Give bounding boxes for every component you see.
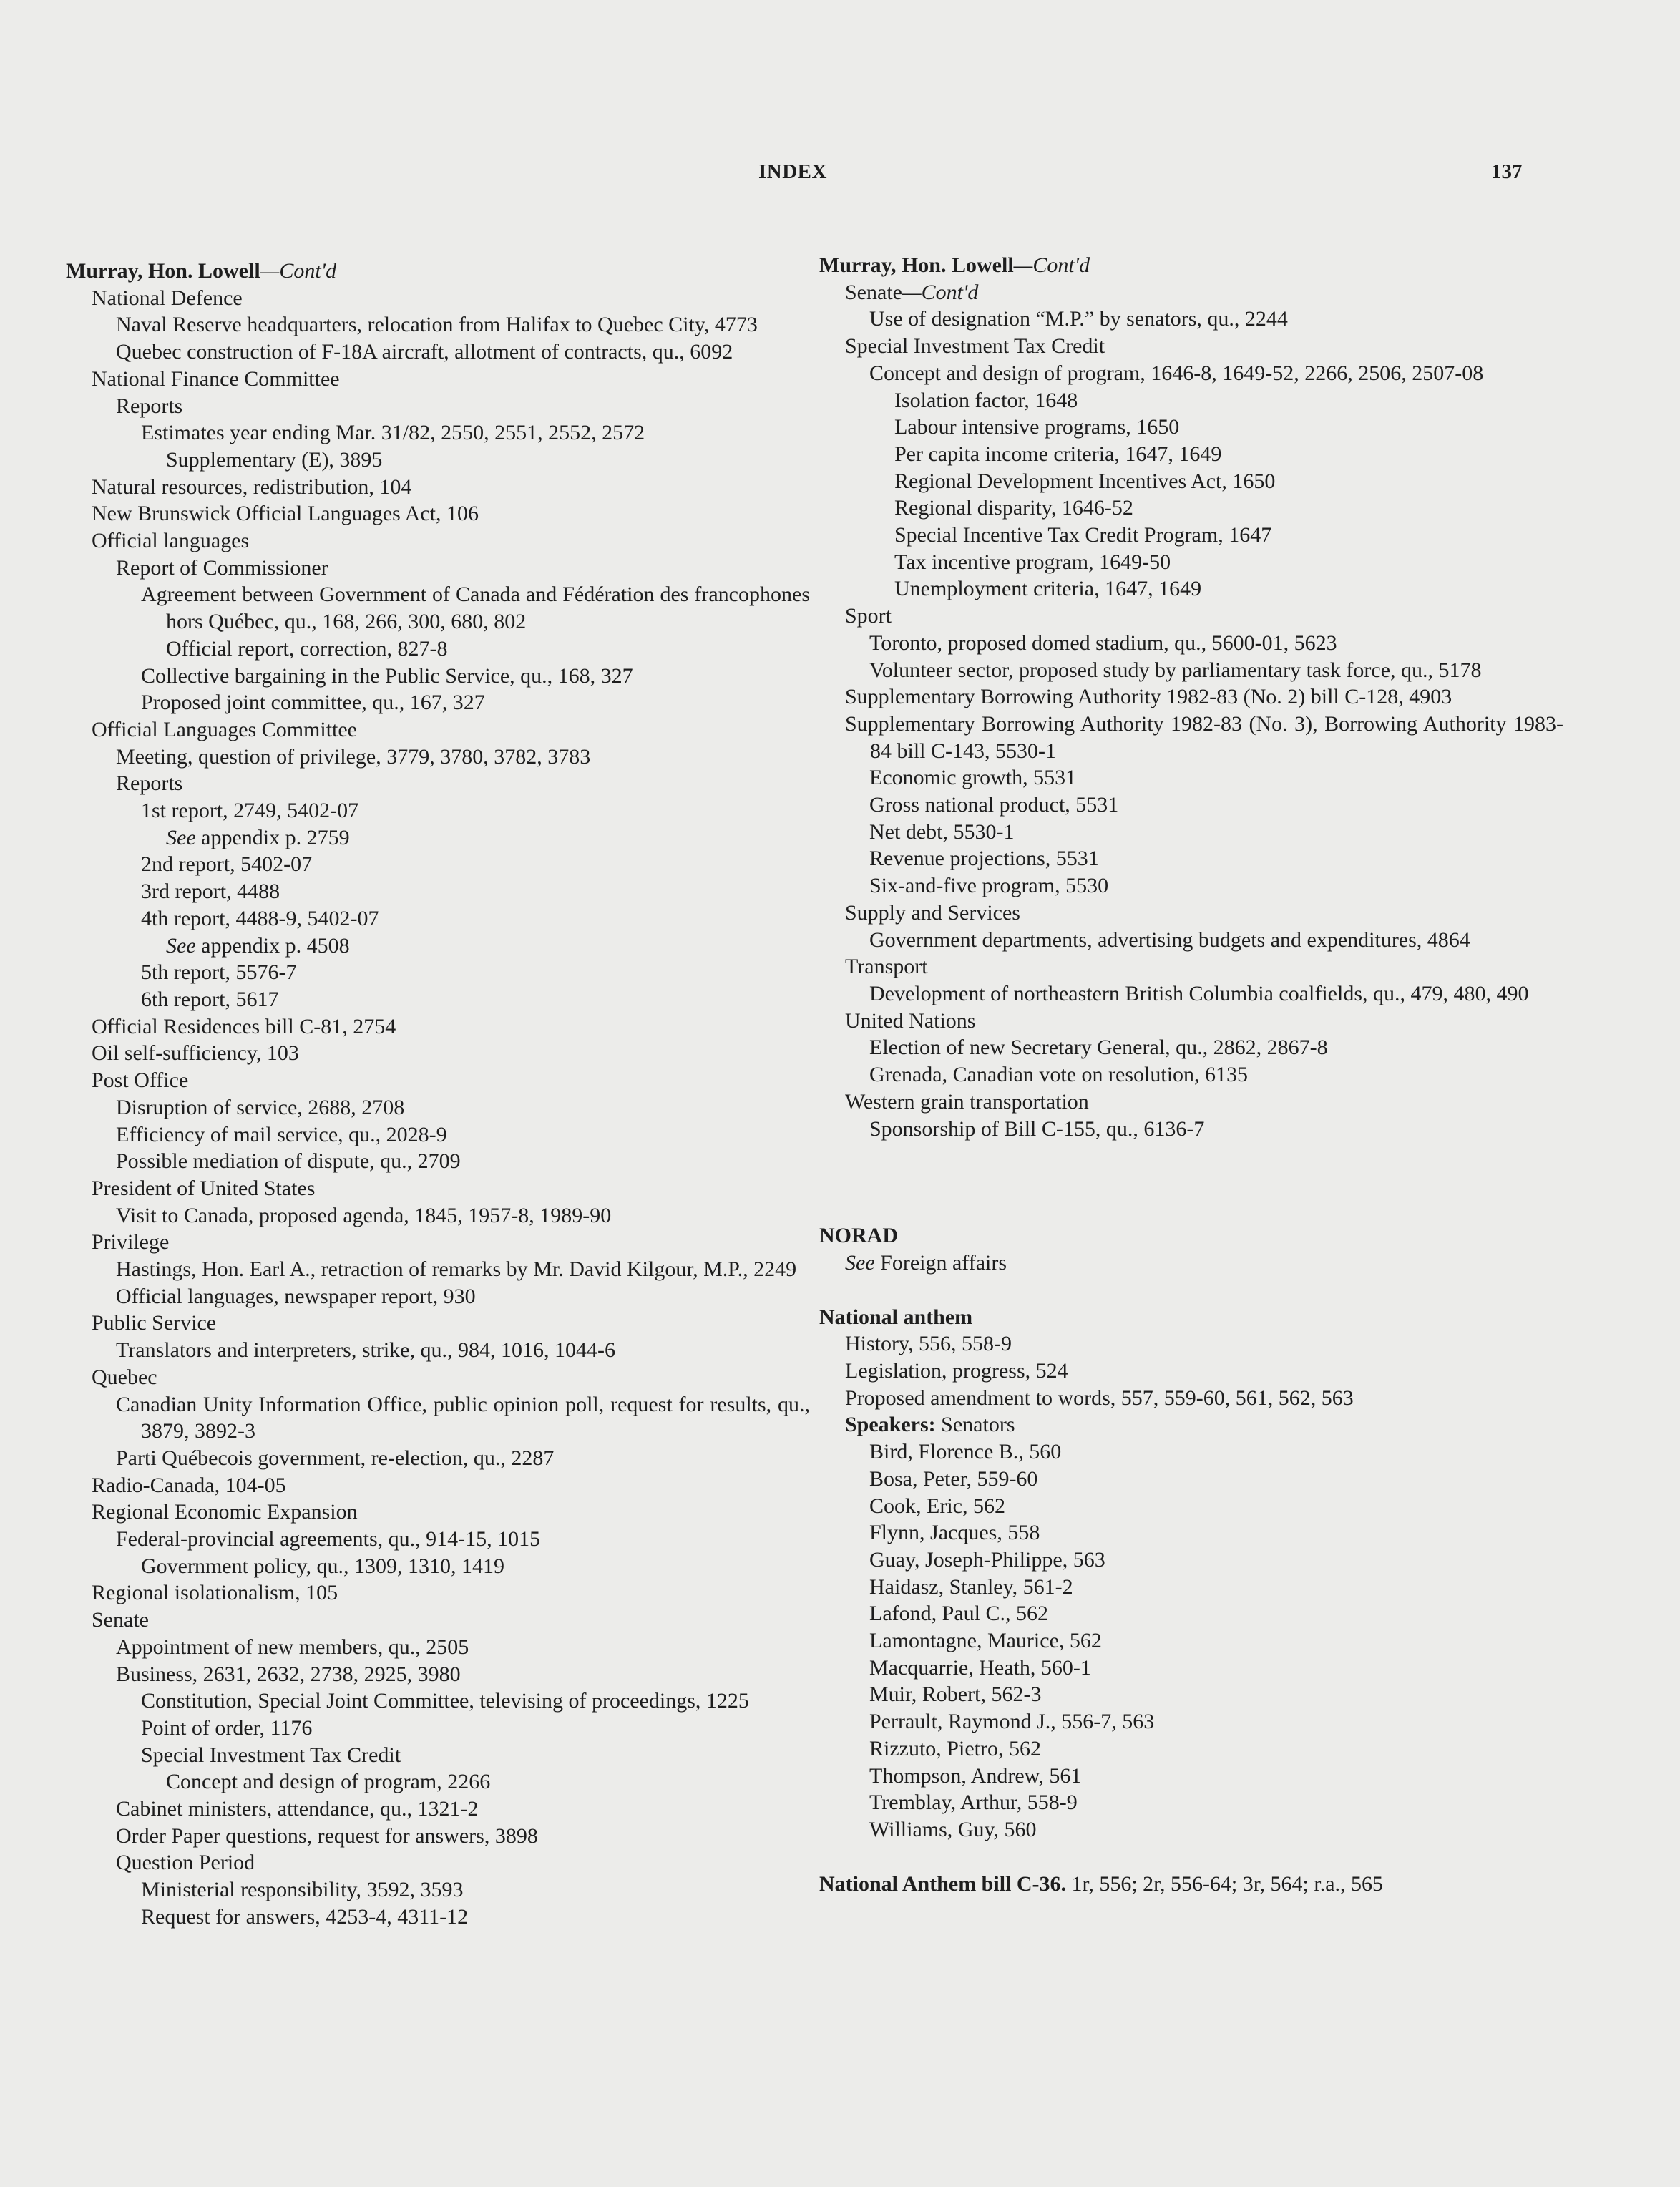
index-entry	[819, 1547, 1563, 1574]
entry-text: Rizzuto, Pietro, 562	[869, 1736, 1041, 1760]
entry-text: Senate	[845, 280, 902, 304]
entry-text: Order Paper questions, request for answers, 3898	[116, 1823, 538, 1848]
entry-text: Murray, Hon. Lowell	[819, 253, 1014, 277]
entry-text: National anthem	[819, 1305, 973, 1329]
index-column-right	[819, 252, 1563, 1897]
index-entry	[66, 1229, 810, 1256]
entry-text: Natural resources, redistribution, 104	[92, 474, 412, 499]
entry-text: Supplementary Borrowing Authority 1982-83 (No. 3), Borrowing Authority 1983-84 bill C-143, 5530-1	[845, 711, 1563, 763]
index-heading	[66, 258, 810, 285]
index-entry	[819, 1763, 1563, 1790]
entry-text: Lafond, Paul C., 562	[869, 1602, 1048, 1626]
index-entry	[66, 689, 810, 716]
entry-text: Meeting, question of privilege, 3779, 3780, 3782, 3783	[116, 744, 591, 769]
index-entry	[819, 1708, 1563, 1735]
entry-text: Official Languages Committee	[92, 717, 358, 741]
entry-text: Legislation, progress, 524	[845, 1359, 1068, 1383]
entry-text: Per capita income criteria, 1647, 1649	[894, 442, 1222, 466]
index-entry	[819, 1385, 1563, 1412]
index-entry	[819, 1789, 1563, 1816]
index-entry	[66, 1337, 810, 1364]
entry-text: Canadian Unity Information Office, public opinion poll, request for results, qu., 3879, 3892-3	[116, 1392, 810, 1443]
entry-text: Williams, Guy, 560	[869, 1817, 1037, 1841]
index-entry	[66, 285, 810, 312]
index-entry	[66, 1391, 810, 1445]
entry-text: Radio-Canada, 104-05	[92, 1473, 286, 1497]
entry-text: Sponsorship of Bill C-155, qu., 6136-7	[869, 1116, 1205, 1141]
entry-text: Business, 2631, 2632, 2738, 2925, 3980	[116, 1662, 461, 1686]
entry-text: Senate	[92, 1608, 149, 1632]
entry-text: Regional Development Incentives Act, 1650	[894, 469, 1276, 493]
entry-text: Efficiency of mail service, qu., 2028-9	[116, 1122, 447, 1146]
index-entry	[66, 1013, 810, 1041]
entry-text: Proposed amendment to words, 557, 559-60, 561, 562, 563	[845, 1385, 1354, 1410]
see-prefix: See	[166, 825, 196, 849]
index-entry	[66, 555, 810, 582]
index-entry	[66, 1526, 810, 1553]
index-entry	[819, 1438, 1563, 1466]
entry-text: appendix p. 2759	[201, 825, 350, 849]
index-entry	[819, 1034, 1563, 1061]
index-entry	[819, 575, 1563, 603]
index-entry	[819, 1088, 1563, 1116]
index-entry	[66, 770, 810, 797]
entry-text: Murray, Hon. Lowell	[66, 259, 260, 283]
entry-text: Macquarrie, Heath, 560-1	[869, 1655, 1091, 1680]
entry-text: Revenue projections, 5531	[869, 847, 1099, 871]
entry-text: Appointment of new members, qu., 2505	[116, 1635, 469, 1659]
index-column-left	[66, 258, 810, 1931]
entry-text: 5th report, 5576-7	[141, 960, 297, 985]
index-entry	[819, 1600, 1563, 1627]
entry-text: Tax incentive program, 1649-50	[894, 550, 1171, 574]
see-prefix: See	[845, 1250, 875, 1275]
entry-text: Ministerial responsibility, 3592, 3593	[141, 1878, 464, 1902]
entry-text: Economic growth, 5531	[869, 766, 1077, 790]
index-entry	[66, 1202, 810, 1229]
entry-text: Visit to Canada, proposed agenda, 1845, 1957-8, 1989-90	[116, 1203, 612, 1227]
spacer	[819, 1277, 1563, 1304]
index-entry	[819, 1735, 1563, 1763]
index-entry	[819, 764, 1563, 791]
entry-text: Muir, Robert, 562-3	[869, 1682, 1042, 1707]
index-heading	[819, 1304, 1563, 1331]
entry-text: Six-and-five program, 5530	[869, 874, 1109, 898]
entry-text: Guay, Joseph-Philippe, 563	[869, 1547, 1105, 1572]
entry-text: Disruption of service, 2688, 2708	[116, 1095, 405, 1119]
entry-text: 6th report, 5617	[141, 987, 279, 1011]
index-entry	[66, 1283, 810, 1310]
entry-text: Question Period	[116, 1851, 255, 1875]
entry-text: Official languages, newspaper report, 930	[116, 1284, 476, 1308]
index-entry	[66, 1579, 810, 1607]
index-entry	[66, 663, 810, 690]
entry-text: Naval Reserve headquarters, relocation from Halifax to Quebec City, 4773	[116, 313, 758, 337]
index-entry	[819, 819, 1563, 846]
index-entry	[66, 1040, 810, 1067]
entry-text: Constitution, Special Joint Committee, televising of proceedings, 1225	[141, 1689, 749, 1713]
entry-text: Regional isolationalism, 105	[92, 1581, 338, 1605]
entry-text: Request for answers, 4253-4, 4311-12	[141, 1904, 469, 1929]
entry-text: Collective bargaining in the Public Service, qu., 168, 327	[141, 663, 633, 688]
entry-text: Bird, Florence B., 560	[869, 1440, 1062, 1464]
entry-text: Cook, Eric, 562	[869, 1494, 1005, 1518]
index-entry	[819, 495, 1563, 522]
entry-text: Thompson, Andrew, 561	[869, 1763, 1082, 1788]
index-entry	[819, 306, 1563, 333]
index-entry	[819, 927, 1563, 954]
entry-text: Concept and design of program, 1646-8, 1649-52, 2266, 2506, 2507-08	[869, 361, 1484, 385]
entry-text: 4th report, 4488-9, 5402-07	[141, 906, 379, 930]
index-entry	[819, 1466, 1563, 1493]
index-entry	[66, 1661, 810, 1688]
entry-text: Report of Commissioner	[116, 555, 328, 580]
index-entry	[819, 549, 1563, 576]
entry-text: Official languages	[92, 529, 250, 553]
spacer	[819, 1843, 1563, 1871]
entry-text: National Finance Committee	[92, 366, 340, 391]
index-entry	[66, 474, 810, 501]
entry-text: Government departments, advertising budgets and expenditures, 4864	[869, 927, 1470, 952]
index-entry	[819, 791, 1563, 819]
index-entry	[66, 527, 810, 555]
entry-text: Concept and design of program, 2266	[166, 1770, 491, 1794]
entry-text: Regional Economic Expansion	[92, 1500, 358, 1524]
index-entry	[819, 683, 1563, 711]
index-entry	[66, 1067, 810, 1094]
index-entry	[819, 872, 1563, 900]
index-entry	[819, 603, 1563, 630]
bold-prefix: National Anthem bill C-36.	[819, 1871, 1067, 1896]
entry-text: Possible mediation of dispute, qu., 2709	[116, 1149, 461, 1174]
index-entry	[819, 900, 1563, 927]
index-entry	[819, 1008, 1563, 1035]
entry-text: 2nd report, 5402-07	[141, 852, 313, 877]
entry-text: National Defence	[92, 286, 243, 310]
entry-text: Gross national product, 5531	[869, 793, 1119, 817]
entry-text: Privilege	[92, 1230, 170, 1255]
index-entry	[819, 711, 1563, 764]
entry-text: Unemployment criteria, 1647, 1649	[894, 577, 1202, 601]
page-number: 137	[1491, 160, 1523, 183]
entry-text: NORAD	[819, 1224, 898, 1248]
entry-text: Estimates year ending Mar. 31/82, 2550, 2551, 2552, 2572	[141, 421, 645, 445]
index-entry	[819, 441, 1563, 468]
entry-text: Supplementary (E), 3895	[166, 447, 383, 472]
index-entry	[819, 1358, 1563, 1385]
index-entry	[819, 522, 1563, 549]
entry-text: Federal-provincial agreements, qu., 914-15, 1015	[116, 1527, 541, 1552]
index-entry	[819, 1574, 1563, 1601]
entry-text: Use of designation “M.P.” by senators, qu., 2244	[869, 307, 1288, 331]
see-prefix: See	[166, 933, 196, 958]
index-entry	[819, 1681, 1563, 1708]
entry-text: Labour intensive programs, 1650	[894, 415, 1180, 439]
index-entry	[66, 635, 810, 663]
bold-prefix: Speakers:	[845, 1413, 936, 1437]
entry-text: New Brunswick Official Languages Act, 106	[92, 502, 479, 526]
index-entry	[819, 1411, 1563, 1438]
index-entry	[66, 366, 810, 393]
entry-text: Reports	[116, 394, 183, 418]
entry-text: Grenada, Canadian vote on resolution, 6135	[869, 1063, 1249, 1087]
entry-text: Supply and Services	[845, 900, 1020, 925]
index-entry	[66, 1715, 810, 1742]
entry-text: Public Service	[92, 1311, 217, 1335]
entry-text: President of United States	[92, 1176, 316, 1200]
index-entry	[66, 1499, 810, 1526]
index-entry	[66, 311, 810, 338]
entry-text: Supplementary Borrowing Authority 1982-83 (No. 2) bill C-128, 4903	[845, 685, 1452, 709]
index-entry	[819, 1330, 1563, 1358]
entry-text: Volunteer sector, proposed study by parliamentary task force, qu., 5178	[869, 658, 1482, 682]
index-heading	[819, 1871, 1563, 1898]
index-entry	[66, 1904, 810, 1931]
index-entry	[66, 1121, 810, 1149]
index-entry	[819, 1493, 1563, 1520]
index-entry	[66, 393, 810, 420]
index-entry	[819, 630, 1563, 657]
index-entry	[819, 279, 1563, 306]
entry-text: Oil self-sufficiency, 103	[92, 1041, 299, 1066]
entry-text: Translators and interpreters, strike, qu., 984, 1016, 1044-6	[116, 1338, 615, 1363]
entry-text: Flynn, Jacques, 558	[869, 1521, 1040, 1545]
index-entry	[66, 1796, 810, 1823]
entry-text: 1r, 556; 2r, 556-64; 3r, 564; r.a., 565	[1066, 1871, 1384, 1896]
index-entry	[66, 1310, 810, 1337]
entry-text: Cabinet ministers, attendance, qu., 1321-2	[116, 1797, 479, 1821]
index-entry	[66, 500, 810, 527]
index-entry	[819, 387, 1563, 414]
entry-text: Quebec construction of F-18A aircraft, allotment of contracts, qu., 6092	[116, 340, 733, 364]
entry-text: Special Investment Tax Credit	[845, 334, 1105, 359]
entry-text: Agreement between Government of Canada and Fédération des francophones hors Québec, qu., 168, 266, 300, 680, 802	[141, 583, 810, 634]
index-entry	[819, 953, 1563, 980]
entry-text: Tremblay, Arthur, 558-9	[869, 1791, 1078, 1815]
index-entry	[819, 845, 1563, 872]
entry-text: Proposed joint committee, qu., 167, 327	[141, 691, 485, 715]
entry-text: Parti Québecois government, re-election, qu., 2287	[116, 1446, 555, 1470]
index-entry	[819, 1655, 1563, 1682]
index-entry	[66, 447, 810, 474]
index-entry	[66, 1364, 810, 1391]
index-entry	[66, 959, 810, 986]
index-entry	[819, 468, 1563, 495]
spacer	[819, 1142, 1563, 1222]
entry-text: Development of northeastern British Columbia coalfields, qu., 479, 480, 490	[869, 981, 1529, 1005]
index-entry	[66, 1148, 810, 1175]
entry-text: Foreign affairs	[880, 1250, 1007, 1275]
index-entry	[819, 1816, 1563, 1843]
index-entry	[66, 1742, 810, 1769]
index-entry	[66, 1823, 810, 1850]
index-entry	[66, 1634, 810, 1661]
entry-text: appendix p. 4508	[201, 933, 350, 958]
continued-marker: —Cont'd	[260, 259, 337, 283]
index-entry	[819, 657, 1563, 684]
page-title: INDEX	[758, 160, 827, 183]
entry-text: Regional disparity, 1646-52	[894, 496, 1133, 520]
entry-text: Government policy, qu., 1309, 1310, 1419	[141, 1554, 504, 1578]
index-entry	[66, 1175, 810, 1202]
index-heading	[819, 1222, 1563, 1250]
entry-text: Special Investment Tax Credit	[141, 1743, 401, 1767]
entry-text: Election of new Secretary General, qu., 2862, 2867-8	[869, 1036, 1328, 1060]
index-entry	[819, 1116, 1563, 1143]
index-entry	[66, 1849, 810, 1876]
index-entry	[66, 1687, 810, 1715]
index-entry	[66, 932, 810, 960]
entry-text: Isolation factor, 1648	[894, 388, 1078, 412]
index-entry	[66, 1768, 810, 1796]
index-entry	[819, 360, 1563, 387]
index-entry	[66, 797, 810, 824]
index-entry	[819, 333, 1563, 360]
index-entry	[66, 1445, 810, 1472]
entry-text: 1st report, 2749, 5402-07	[141, 799, 359, 823]
index-entry	[66, 1256, 810, 1283]
entry-text: Haidasz, Stanley, 561-2	[869, 1574, 1073, 1599]
entry-text: Post Office	[92, 1068, 189, 1093]
entry-text: Transport	[845, 955, 928, 979]
entry-text: History, 556, 558-9	[845, 1332, 1012, 1356]
index-entry	[66, 824, 810, 852]
index-entry	[66, 878, 810, 905]
continued-marker: —Cont'd	[1013, 253, 1090, 277]
entry-text: 3rd report, 4488	[141, 880, 280, 904]
index-entry	[66, 1876, 810, 1904]
index-entry	[819, 1519, 1563, 1547]
entry-text: Official Residences bill C-81, 2754	[92, 1014, 396, 1038]
entry-text: Point of order, 1176	[141, 1715, 313, 1740]
index-entry	[66, 851, 810, 878]
entry-text: Lamontagne, Maurice, 562	[869, 1629, 1102, 1653]
entry-text: Sport	[845, 604, 892, 628]
index-entry	[66, 716, 810, 744]
entry-text: Senators	[935, 1413, 1015, 1437]
index-entry	[819, 1061, 1563, 1088]
entry-text: Perrault, Raymond J., 556-7, 563	[869, 1710, 1155, 1734]
index-entry	[66, 1094, 810, 1121]
index-heading	[819, 252, 1563, 279]
index-entry	[819, 414, 1563, 441]
entry-text: Western grain transportation	[845, 1089, 1089, 1114]
entry-text: Bosa, Peter, 559-60	[869, 1466, 1038, 1491]
entry-text: Net debt, 5530-1	[869, 819, 1015, 844]
index-entry	[66, 1472, 810, 1499]
entry-text: Reports	[116, 771, 183, 796]
index-entry	[819, 1250, 1563, 1277]
index-entry	[66, 1607, 810, 1634]
entry-text: Toronto, proposed domed stadium, qu., 5600-01, 5623	[869, 630, 1337, 655]
index-entry	[819, 980, 1563, 1008]
index-entry	[66, 744, 810, 771]
index-entry	[819, 1627, 1563, 1655]
entry-text: Quebec	[92, 1365, 157, 1389]
index-entry	[66, 1553, 810, 1580]
index-entry	[66, 419, 810, 447]
continued-marker: —Cont'd	[902, 280, 979, 304]
index-entry	[66, 581, 810, 635]
entry-text: Hastings, Hon. Earl A., retraction of remarks by Mr. David Kilgour, M.P., 2249	[116, 1257, 797, 1282]
index-entry	[66, 986, 810, 1013]
entry-text: United Nations	[845, 1008, 976, 1033]
entry-text: Special Incentive Tax Credit Program, 1647	[894, 523, 1272, 547]
index-entry	[66, 338, 810, 366]
index-entry	[66, 905, 810, 932]
entry-text: Official report, correction, 827-8	[166, 636, 448, 661]
